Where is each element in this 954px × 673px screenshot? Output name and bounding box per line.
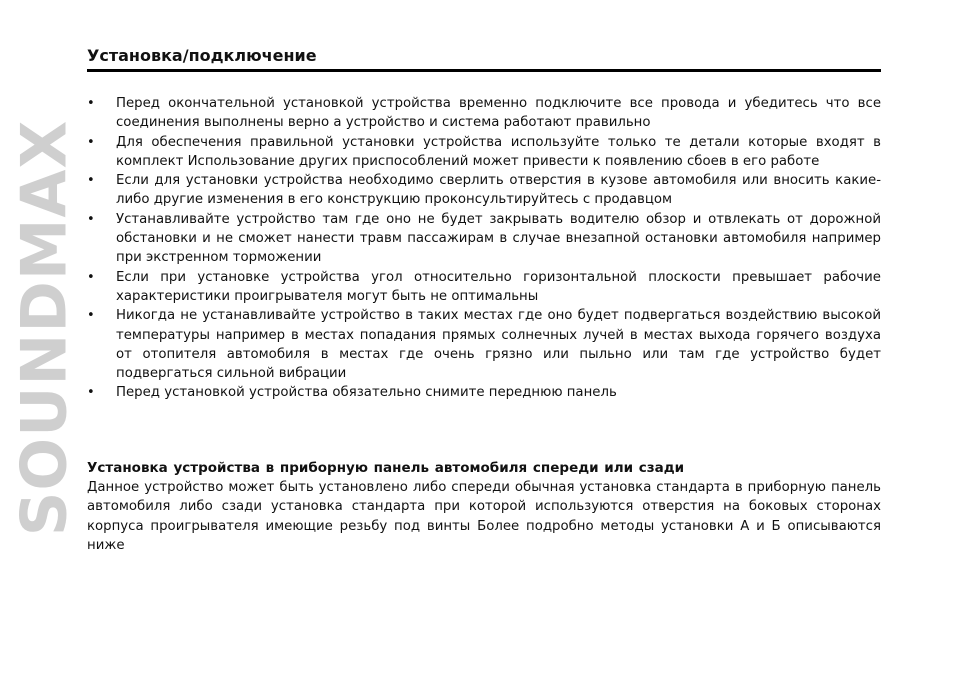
section-title: Установка/подключение (87, 46, 881, 72)
installation-bullet-list (87, 94, 881, 403)
list-item: • Если при установке устройства угол относительно горизонтальной плоскости превышает рабочие характеристики проигрывателя могут быть не оптимальны (87, 268, 881, 307)
body-paragraph: Данное устройство может быть установлено либо спереди обычная установка стандарта в приборную панель автомобиля либо сзади установка стандарта при которой используются отверстия на боковых сторонах корпуса проигрывателя имеющие резьбу под винты Более подробно методы установки А и Б описываются ниже (87, 480, 881, 553)
list-item: • Для обеспечения правильной установки устройства используйте только те детали которые входят в комплект Использование других приспособлений может привести к появлению сбоев в его работе (87, 133, 881, 172)
list-item: • Если для установки устройства необходимо сверлить отверстия в кузове автомобиля или вносить какие-либо другие изменения в его конструкцию проконсультируйтесь с продавцом (87, 171, 881, 210)
brand-logo-text: SOUNDMAX (7, 119, 81, 537)
subsection-title: Установка устройства в приборную панель автомобиля спереди или сзади (87, 460, 685, 476)
list-item: • Перед установкой устройства обязательно снимите переднюю панель (87, 383, 881, 402)
list-item: • Никогда не устанавливайте устройство в таких местах где оно будет подвергаться воздействию высокой температуры например в местах попадания прямых солнечных лучей в местах выхода горячего воздуха от отопителя автомобиля в местах где очень грязно или пыльно или там где устройство будет подвергаться сильной вибрации (87, 306, 881, 383)
list-item: • Устанавливайте устройство там где оно не будет закрывать водителю обзор и отвлекать от дорожной обстановки и не сможет нанести травм пассажирам в случае внезапной остановки автомобиля например при экстренном торможении (87, 210, 881, 268)
brand-watermark (7, 52, 81, 604)
list-item: • Перед окончательной установкой устройства временно подключите все провода и убедитесь что все соединения выполнены верно а устройство и система работают правильно (87, 94, 881, 133)
